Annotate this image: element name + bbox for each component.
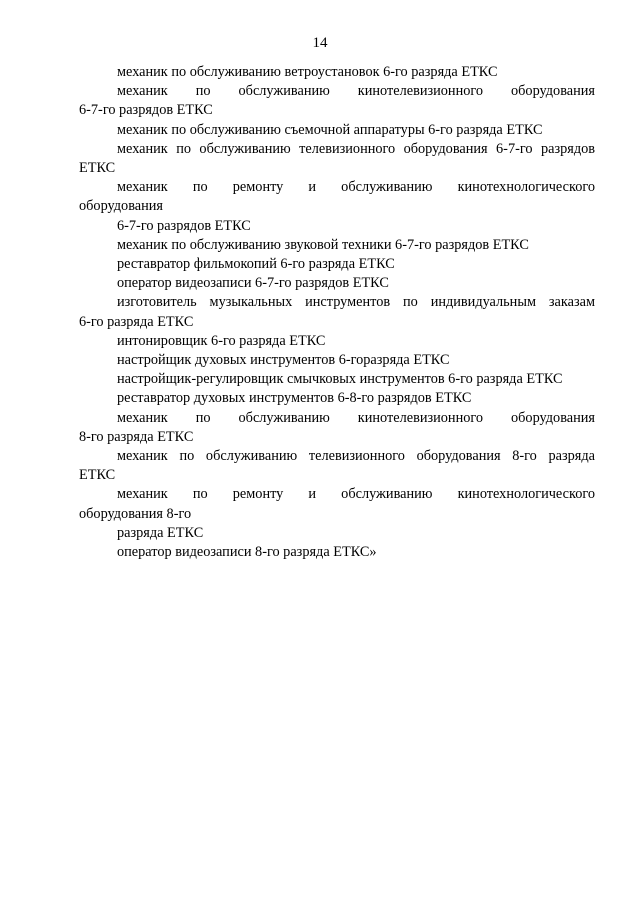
list-item: разряда ЕТКС [117,524,204,541]
list-item: реставратор фильмокопий 6-го разряда ЕТКС [117,256,395,273]
list-item: механик по обслуживанию звуковой техники 6-7-го разрядов ЕТКС [117,236,529,253]
document-body [79,63,595,562]
list-item: оператор видеозаписи 6-7-го разрядов ЕТКС [117,275,389,292]
list-item: механик по обслуживанию кинотелевизионного оборудования 6-7-го разрядов ЕТКС [79,83,595,119]
page-number: 14 [312,35,328,51]
list-item: механик по обслуживанию съемочной аппаратуры 6-го разряда ЕТКС [117,121,543,138]
list-item: механик по ремонту и обслуживанию кинотехнологического оборудования [79,179,595,215]
list-item: интонировщик 6-го разряда ЕТКС [117,332,326,349]
list-item: механик по обслуживанию кинотелевизионного оборудования 8-го разряда ЕТКС [79,409,595,445]
list-item: механик по обслуживанию телевизионного оборудования 6-7-го разрядов ЕТКС [79,140,595,177]
list-item: 6-7-го разрядов ЕТКС [117,217,251,234]
list-item: настройщик духовых инструментов 6-горазряда ЕТКС [117,352,450,369]
list-item: механик по ремонту и обслуживанию кинотехнологического оборудования 8-го [79,486,595,522]
list-item: механик по обслуживанию ветроустановок 6-го разряда ЕТКС [117,64,498,80]
list-item: изготовитель музыкальных инструментов по индивидуальным заказам 6-го разряда ЕТКС [79,294,595,330]
list-item: механик по обслуживанию телевизионного оборудования 8-го разряда ЕТКС [79,448,595,484]
list-item: настройщик-регулировщик смычковых инструментов 6-го разряда ЕТКС [117,371,563,388]
list-item: оператор видеозаписи 8-го разряда ЕТКС» [117,544,377,561]
list-item: реставратор духовых инструментов 6-8-го разрядов ЕТКС [117,390,472,407]
